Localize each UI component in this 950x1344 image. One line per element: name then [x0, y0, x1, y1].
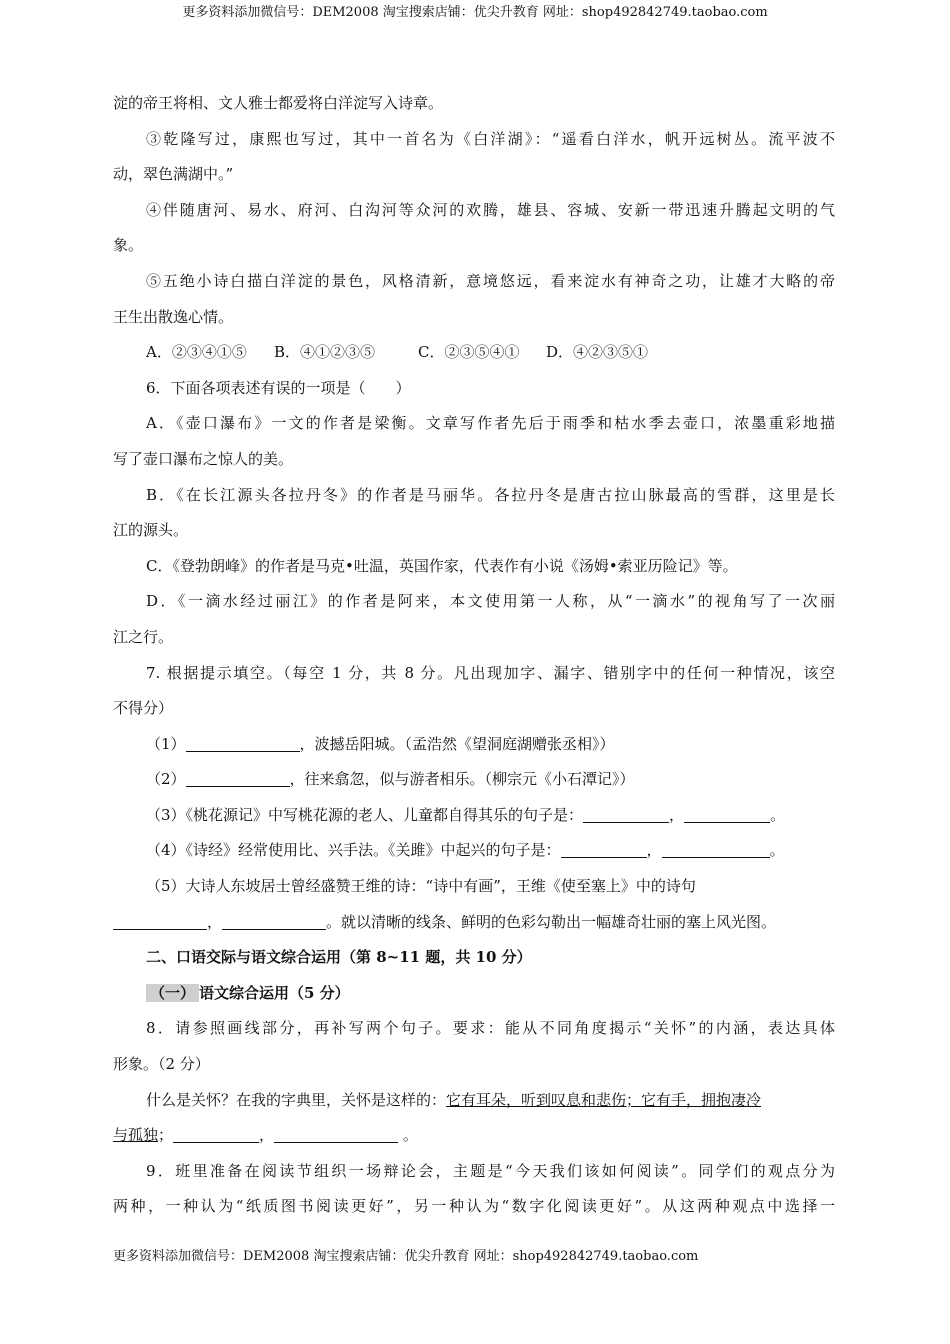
q5-sentence-5-cont: 王生出散逸心情。 — [113, 307, 234, 326]
q7-item-4-comma: ， — [646, 841, 662, 860]
q5-sentence-4-cont: 象。 — [113, 236, 144, 255]
page-footer: 更多资料添加微信号：DEM2008 淘宝搜索店铺：优尖升教育 网址：shop492842749.taobao.com — [113, 1249, 699, 1264]
q8-body — [113, 1083, 835, 1119]
q7-item-1-label: （1） — [146, 734, 186, 753]
q7-item-3-blank-1[interactable] — [583, 804, 669, 823]
q7-item-2-text: ，往来翕忽，似与游者相乐。（柳宗元《小石潭记》） — [289, 770, 635, 789]
q7-item-1 — [113, 727, 835, 763]
page-header: 更多资料添加微信号：DEM2008 淘宝搜索店铺：优尖升教育 网址：shop492842749.taobao.com — [182, 5, 768, 20]
q7-item-5-comma: ， — [207, 912, 223, 931]
q7-item-5-blank-2[interactable] — [222, 911, 326, 930]
section-2-sub-tag: （一） — [146, 984, 199, 1002]
q5-options — [113, 335, 835, 371]
q7-stem: 7. 根据提示填空。（每空 1 分，共 8 分。凡出现加字、漏字、错别字中的任何一种情况，该空 — [146, 663, 835, 682]
q8-underlined-example: 它有耳朵，听到叹息和悲伤；它有手，拥抱凄冷 — [446, 1090, 762, 1109]
q7-item-3 — [113, 798, 835, 834]
q8-underlined-example-cont: 与孤独 — [113, 1126, 159, 1145]
q7-item-3-comma: ， — [669, 805, 685, 824]
q5-sentence-5: ⑤五绝小诗白描白洋淀的景色，风格清新，意境悠远，看来淀水有神奇之功，让雄才大略的帝 — [146, 271, 835, 290]
section-2-title: 二、口语交际与语文综合运用（第 8~11 题，共 10 分） — [146, 948, 532, 967]
q7-item-5-cont — [113, 905, 835, 941]
q6-option-c: C．《登勃朗峰》的作者是马克•吐温，英国作家，代表作有小说《汤姆•索亚历险记》等。 — [146, 556, 738, 575]
q5-option-d: D．④②③⑤① — [546, 343, 649, 362]
q8-stem-cont: 形象。（2 分） — [113, 1055, 210, 1074]
q7-item-5-blank-1[interactable] — [113, 911, 207, 930]
q6-option-d-cont: 江之行。 — [113, 627, 174, 646]
q6-option-d: D．《一滴水经过丽江》的作者是阿来，本文使用第一人称，从“一滴水”的视角写了一次丽 — [146, 592, 835, 611]
q7-item-1-text: ，波撼岳阳城。（孟浩然《望洞庭湖赠张丞相》） — [299, 734, 615, 753]
q7-item-4-text: （4）《诗经》经常使用比、兴手法。《关雎》中起兴的句子是： — [146, 841, 561, 860]
q6-stem: 6．下面各项表述有误的一项是（ ） — [146, 378, 411, 397]
q7-item-5-end: 。就以清晰的线条、鲜明的色彩勾勒出一幅雄奇壮丽的塞上风光图。 — [326, 912, 777, 931]
q8-body-text: 什么是关怀？在我的字典里，关怀是这样的： — [146, 1090, 447, 1109]
q8-stem: 8．请参照画线部分，再补写两个句子。要求：能从不同角度揭示“关怀”的内涵，表达具体 — [146, 1019, 835, 1038]
q7-item-2-blank[interactable] — [186, 768, 290, 787]
q7-stem-cont: 不得分） — [113, 699, 174, 718]
q8-blank-2[interactable] — [274, 1124, 398, 1143]
q7-item-3-blank-2[interactable] — [684, 804, 770, 823]
q5-option-b: B．④①②③⑤ — [274, 343, 376, 362]
q8-blank-1[interactable] — [173, 1124, 259, 1143]
q5-sentence-3-cont: 动，翠色满湖中。” — [113, 165, 234, 184]
q6-option-a-cont: 写了壶口瀑布之惊人的美。 — [113, 449, 294, 468]
q8-semicolon: ； — [158, 1126, 174, 1145]
q9-line-2: 两种，一种认为“纸质图书阅读更好”，另一种认为“数字化阅读更好”。从这两种观点中选择一 — [113, 1197, 835, 1216]
q7-item-3-end: 。 — [770, 805, 786, 824]
q5-option-c: C．②③⑤④① — [418, 343, 520, 362]
q8-end: 。 — [398, 1126, 418, 1145]
q6-option-b-cont: 江的源头。 — [113, 521, 189, 540]
q7-item-2 — [113, 762, 835, 798]
q5-sentence-3: ③乾隆写过，康熙也写过，其中一首名为《白洋湖》：“遥看白洋水，帆开远树丛。流平波不 — [146, 129, 835, 148]
q5-intro-line: 淀的帝王将相、文人雅士都爱将白洋淀写入诗章。 — [113, 94, 444, 112]
section-2-subtitle — [113, 976, 835, 1012]
q6-option-b: B．《在长江源头各拉丹冬》的作者是马丽华。各拉丹冬是唐古拉山脉最高的雪群，这里是长 — [146, 485, 835, 504]
section-2-sub-text: 语文综合运用（5 分） — [199, 983, 350, 1002]
q7-item-5: （5）大诗人东坡居士曾经盛赞王维的诗：“诗中有画”，王维《使至塞上》中的诗句 — [146, 877, 696, 896]
q6-option-a: A．《壶口瀑布》一文的作者是梁衡。文章写作者先后于雨季和枯水季去壶口，浓墨重彩地描 — [146, 414, 835, 433]
q7-item-2-label: （2） — [146, 770, 186, 789]
q7-item-4 — [113, 833, 835, 869]
q7-item-3-text: （3）《桃花源记》中写桃花源的老人、儿童都自得其乐的句子是： — [146, 805, 584, 824]
q5-sentence-4: ④伴随唐河、易水、府河、白沟河等众河的欢腾，雄县、容城、安新一带迅速升腾起文明的气 — [146, 200, 835, 219]
q7-item-4-blank-1[interactable] — [561, 839, 647, 858]
q8-comma: ， — [259, 1126, 275, 1145]
document-body — [113, 86, 835, 1225]
q7-item-1-blank[interactable] — [186, 733, 300, 752]
q7-item-4-end: 。 — [769, 841, 785, 860]
q7-item-4-blank-2[interactable] — [662, 839, 770, 858]
q5-option-a: A．②③④①⑤ — [146, 343, 247, 362]
q9-line-1: 9．班里准备在阅读节组织一场辩论会，主题是“今天我们该如何阅读”。同学们的观点分为 — [146, 1161, 835, 1180]
q8-body-cont — [113, 1118, 835, 1154]
